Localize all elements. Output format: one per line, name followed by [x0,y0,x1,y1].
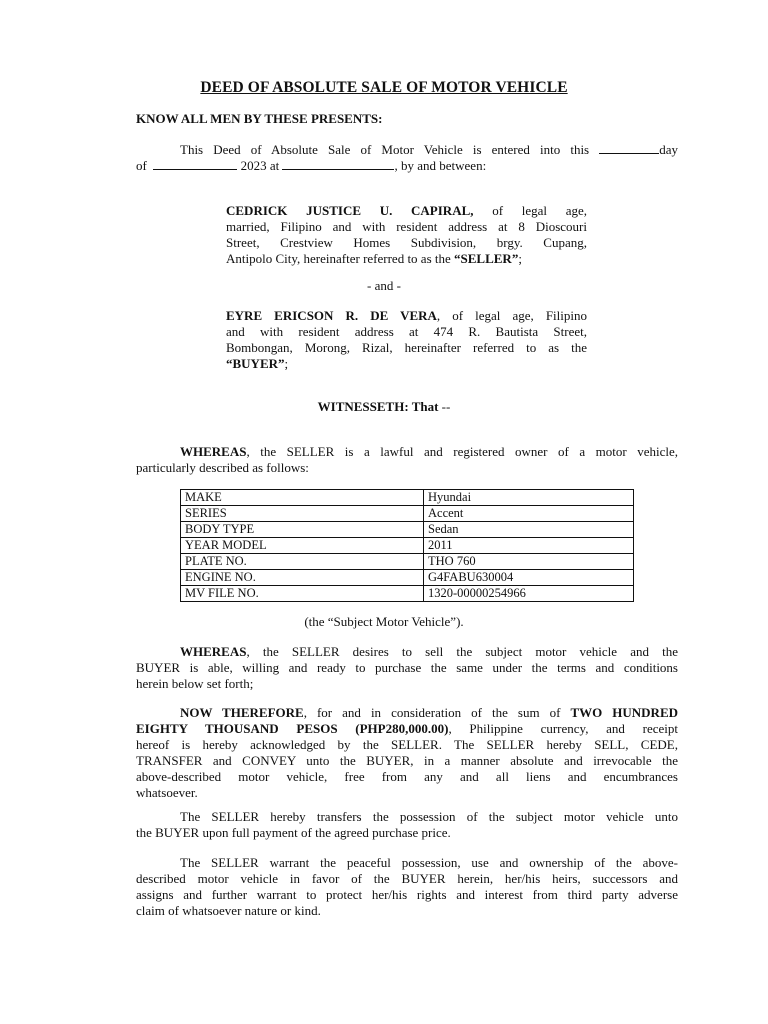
vehicle-field-label: BODY TYPE [181,522,424,538]
whereas-2-bold: WHEREAS [180,644,247,659]
intro-heading: KNOW ALL MEN BY THESE PRESENTS: [136,111,383,126]
witnesseth-bold: WITNESSETH: That [317,399,439,414]
witnesseth-heading [0,399,768,415]
vehicle-field-value: 2011 [424,538,634,554]
whereas-1-text: , the SELLER is a lawful and registered owner of a motor vehicle, [246,444,678,459]
vehicle-table-row [181,586,634,602]
opening-line-1 [136,142,678,158]
opening-year-label: 2023 at [240,158,280,173]
opening-text: This Deed of Absolute Sale of Motor Vehicle is entered into this [180,142,590,157]
vehicle-table-row [181,554,634,570]
vehicle-field-value: G4FABU630004 [424,570,634,586]
warranty-line-1: The SELLER warrant the peaceful possession, use and ownership of the above- [180,855,678,870]
vehicle-field-label: PLATE NO. [181,554,424,570]
warranty-paragraph [136,855,678,919]
opening-paragraph [136,142,678,174]
possession-paragraph [136,809,678,841]
possession-line-2: the BUYER upon full payment of the agreed purchase price. [136,825,451,840]
buyer-line-3: Bombongan, Morong, Rizal, hereinafter referred to as the [226,340,587,355]
now-therefore-bold: NOW THEREFORE [180,705,304,720]
vehicle-table-row [181,570,634,586]
whereas-1-bold: WHEREAS [180,444,247,459]
opening-of-label: of [136,158,147,173]
possession-line-1: The SELLER hereby transfers the possession of the subject motor vehicle unto [180,809,678,824]
buyer-party [226,308,587,372]
whereas-1-line-1 [136,444,678,460]
whereas-2-line-3: herein below set forth; [136,676,254,691]
vehicle-details-table [180,489,634,602]
buyer-name: EYRE ERICSON R. DE VERA [226,308,437,323]
warranty-line-2: described motor vehicle in favor of the BUYER herein, her/his heirs, successors and [136,871,678,886]
vehicle-field-value: THO 760 [424,554,634,570]
buyer-role-end: ; [284,356,289,371]
vehicle-field-label: MV FILE NO. [181,586,424,602]
seller-line-1 [226,203,587,219]
vehicle-field-value: Hyundai [424,490,634,506]
now-therefore-line-5: above-described motor vehicle, free from any and all liens and encumbrances [136,769,678,784]
now-therefore-line-3: hereof is hereby acknowledged by the SELLER. The SELLER hereby SELL, CEDE, [136,737,678,752]
whereas-2-paragraph [136,644,678,692]
now-therefore-line-4: TRANSFER and CONVEY unto the BUYER, in a manner absolute and irrevocable the [136,753,678,768]
amount-words-part-1: TWO HUNDRED [570,705,679,720]
subject-vehicle-caption: (the “Subject Motor Vehicle”). [304,614,464,629]
vehicle-field-label: MAKE [181,490,424,506]
amount-words-part-2: EIGHTY THOUSAND PESOS (PHP280,000.00) [136,721,449,736]
vehicle-field-value: Sedan [424,522,634,538]
vehicle-table-row [181,538,634,554]
seller-line-3: Street, Crestview Homes Subdivision, brgy. Cupang, [226,235,587,250]
buyer-line-1 [226,308,587,324]
seller-role: “SELLER” [454,251,519,266]
vehicle-field-value: Accent [424,506,634,522]
document-title: DEED OF ABSOLUTE SALE OF MOTOR VEHICLE [200,79,568,96]
seller-party [226,203,587,267]
day-blank [599,142,659,154]
whereas-1-line-2: particularly described as follows: [136,460,309,475]
seller-role-end: ; [518,251,522,266]
whereas-2-line-2: BUYER is able, willing and ready to purchase the same under the terms and conditions [136,660,678,675]
whereas-2-text: , the SELLER desires to sell the subject motor vehicle and the [246,644,678,659]
warranty-line-3: assigns and further warrant to protect her/his rights and interest from third party adverse [136,887,678,902]
now-therefore-text: , Philippine currency, and receipt [448,721,678,736]
vehicle-field-label: ENGINE NO. [181,570,424,586]
seller-line-2: married, Filipino and with resident address at 8 Dioscouri [226,219,587,234]
now-therefore-line-6: whatsoever. [136,785,198,800]
now-therefore-line-1 [136,705,678,721]
buyer-text: , of legal age, Filipino [436,308,587,323]
now-therefore-text: , for and in consideration of the sum of [303,705,561,720]
whereas-2-line-1 [136,644,678,660]
whereas-1-paragraph [136,444,678,476]
seller-text: of legal age, [492,203,587,218]
now-therefore-line-2 [136,721,678,737]
opening-day-label: day [659,142,679,157]
month-blank [153,158,237,170]
vehicle-field-label: SERIES [181,506,424,522]
seller-text: Antipolo City, hereinafter referred to as the [226,251,451,266]
and-separator: - and - [367,278,401,293]
vehicle-table-row [181,506,634,522]
buyer-line-4 [226,356,587,372]
witnesseth-dashes: -- [438,399,451,414]
opening-line-2 [136,158,678,174]
vehicle-table-row [181,522,634,538]
seller-name: CEDRICK JUSTICE U. CAPIRAL, [226,203,474,218]
buyer-role: “BUYER” [226,356,285,371]
warranty-line-4: claim of whatsoever nature or kind. [136,903,321,918]
vehicle-table-row [181,490,634,506]
buyer-line-2: and with resident address at 474 R. Bautista Street, [226,324,587,339]
opening-between-text: , by and between: [394,158,487,173]
now-therefore-paragraph [136,705,678,801]
seller-line-4 [226,251,587,267]
vehicle-field-label: YEAR MODEL [181,538,424,554]
place-blank [282,158,394,170]
vehicle-field-value: 1320-00000254966 [424,586,634,602]
